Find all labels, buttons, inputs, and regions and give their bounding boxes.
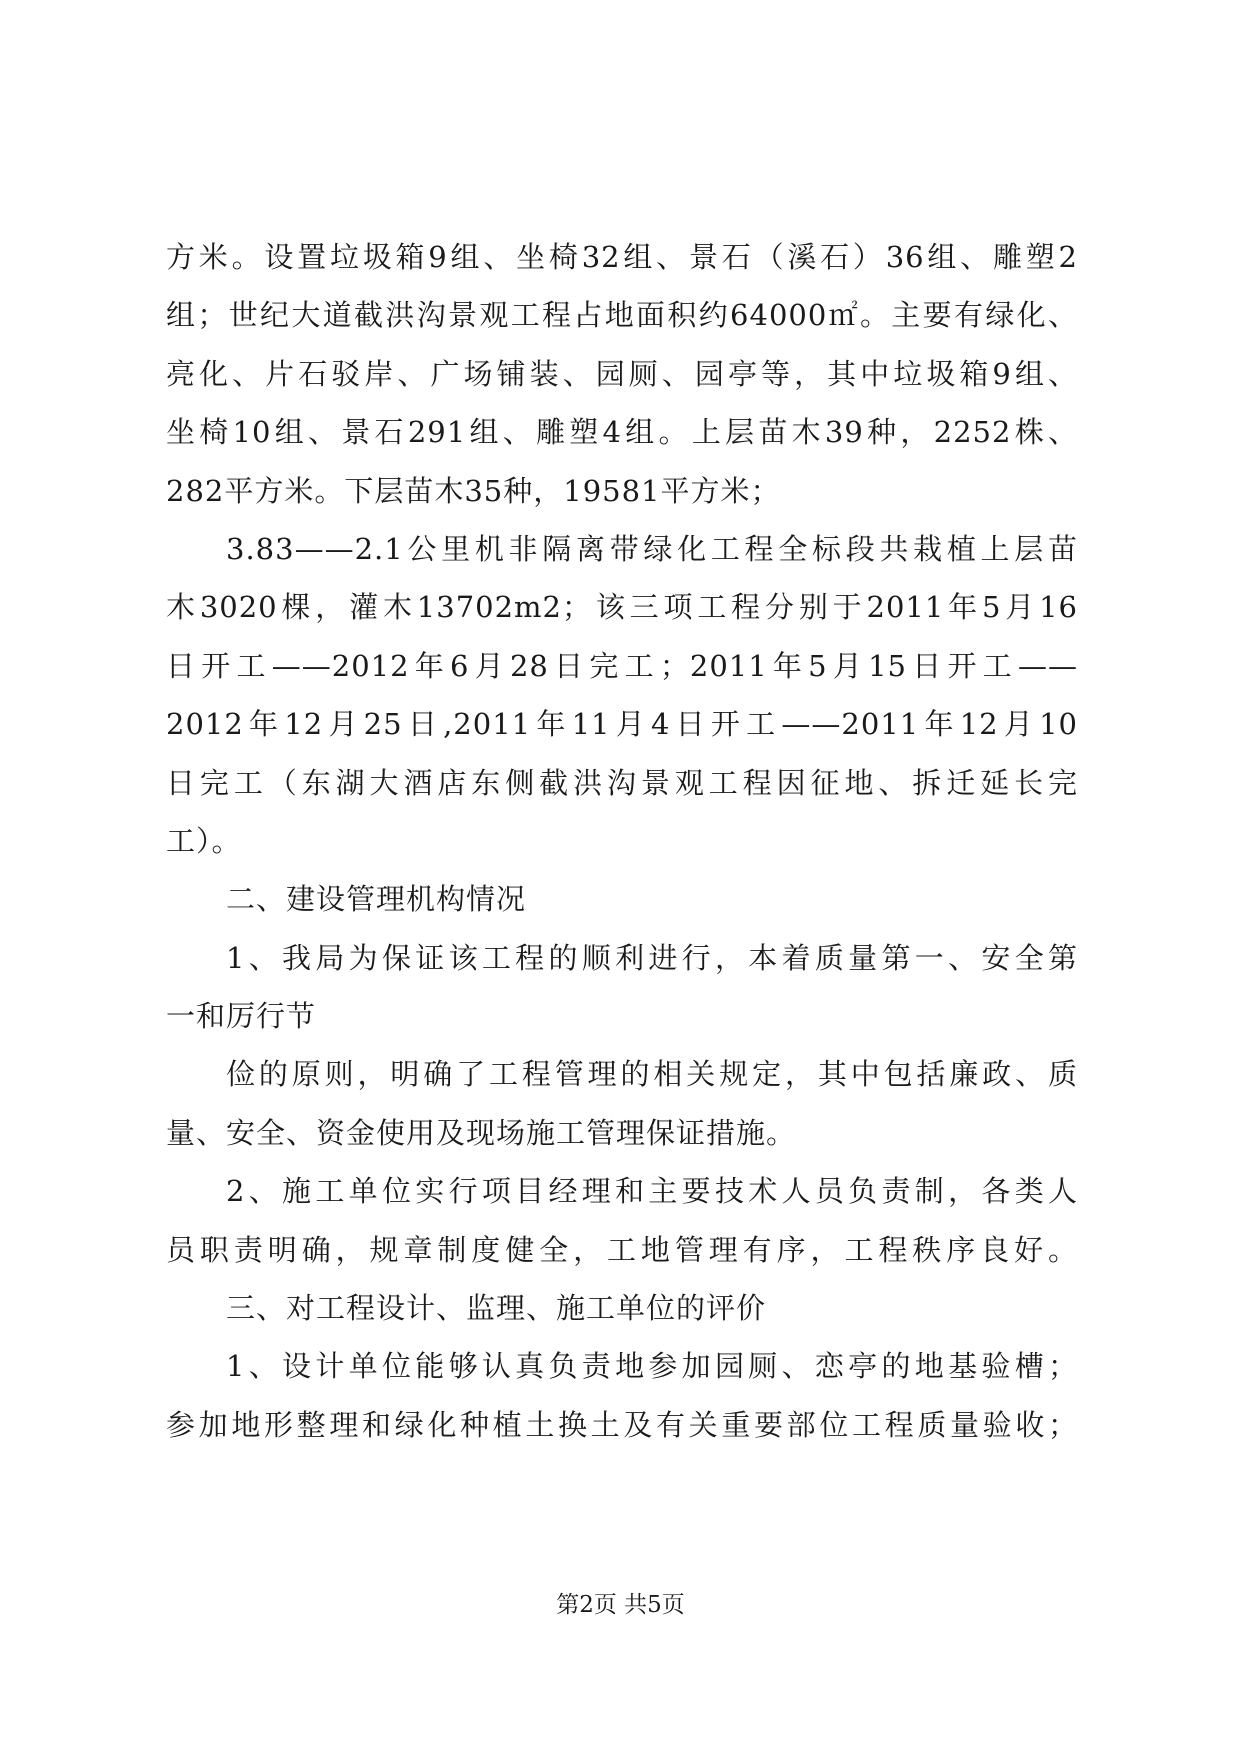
text-line: 员职责明确，规章制度健全，工地管理有序，工程秩序良好。	[166, 1232, 1078, 1267]
text-line: 量、安全、资金使用及现场施工管理保证措施。	[166, 1115, 797, 1150]
text-line: 一和厉行节	[166, 999, 317, 1034]
text-line: 俭的原则，明确了工程管理的相关规定，其中包括廉政、质	[226, 1057, 1078, 1092]
text-line: 2012年12月25日,2011年11月4日开工——2011年12月10	[166, 707, 1078, 742]
text-line: 3.83——2.1公里机非隔离带绿化工程全标段共栽植上层苗	[226, 531, 1078, 566]
text-line: 参加地形整理和绿化种植土换土及有关重要部位工程质量验收；	[166, 1407, 1078, 1442]
section-heading: 二、建设管理机构情况	[226, 882, 527, 917]
text-line: 日开工——2012年6月28日完工；2011年5月15日开工——	[166, 648, 1078, 683]
page-number-footer: 第2页 共5页	[556, 1592, 685, 1618]
text-line: 木3020棵，灌木13702m2；该三项工程分别于2011年5月16	[166, 590, 1078, 625]
document-body	[166, 228, 1078, 1454]
text-line: 1、设计单位能够认真负责地参加园厕、恋亭的地基验槽；	[226, 1349, 1078, 1384]
section-heading: 三、对工程设计、监理、施工单位的评价	[226, 1291, 767, 1326]
text-line: 亮化、片石驳岸、广场铺装、园厕、园亭等，其中垃圾箱9组、	[166, 356, 1078, 391]
text-line: 1、我局为保证该工程的顺利进行，本着质量第一、安全第	[226, 940, 1078, 975]
text-line: 工）。	[166, 823, 242, 858]
text-line: 日完工（东湖大酒店东侧截洪沟景观工程因征地、拆迁延长完	[166, 765, 1078, 800]
text-line: 方米。设置垃圾箱9组、坐椅32组、景石（溪石）36组、雕塑2	[166, 240, 1078, 274]
text-line: 2、施工单位实行项目经理和主要技术人员负责制，各类人	[226, 1174, 1078, 1209]
text-line: 组；世纪大道截洪沟景观工程占地面积约64000㎡。主要有绿化、	[166, 298, 1078, 333]
text-line: 坐椅10组、景石291组、雕塑4组。上层苗木39种，2252株、	[166, 415, 1078, 450]
text-line: 282平方米。下层苗木35种，19581平方米；	[166, 473, 781, 508]
